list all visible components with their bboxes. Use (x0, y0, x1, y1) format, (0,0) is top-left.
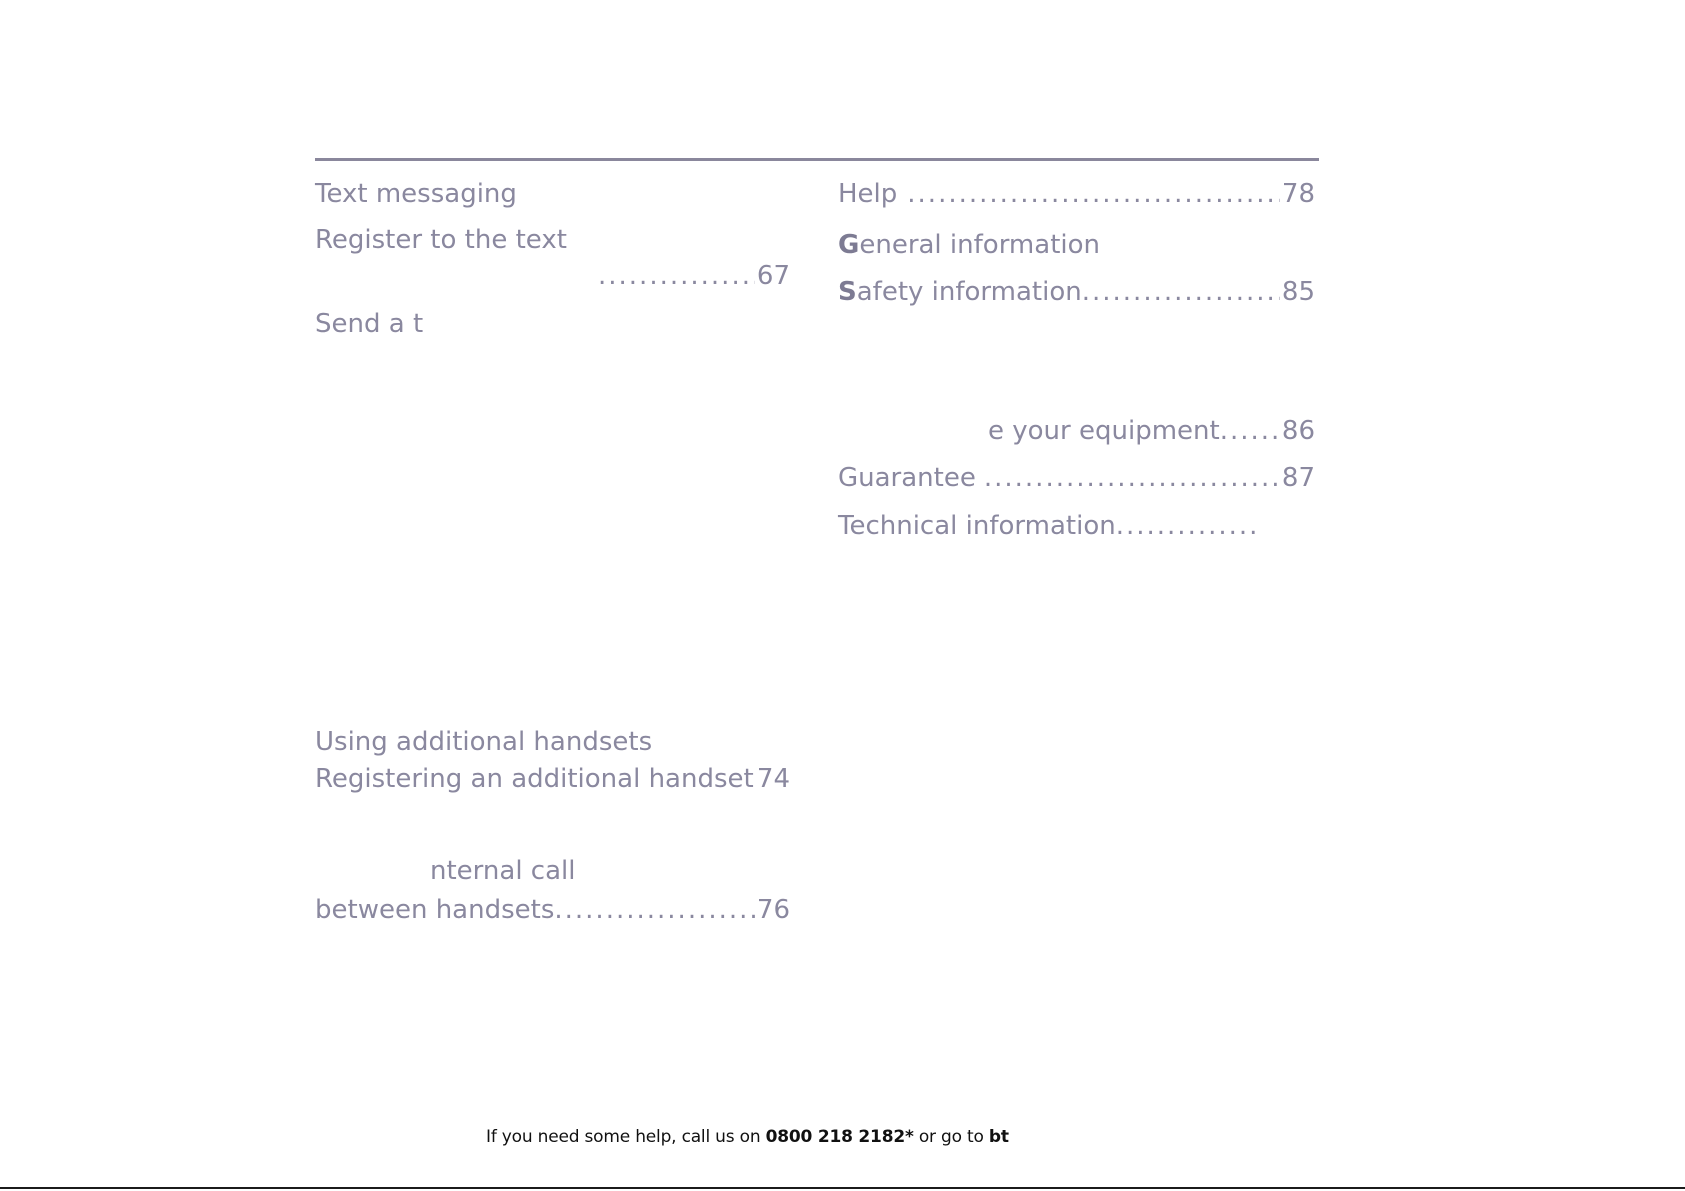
leader-dots (1220, 418, 1280, 444)
toc-section-general-information: General information (838, 230, 1100, 260)
page-number: 85 (1281, 277, 1315, 307)
page-number: 76 (756, 895, 790, 925)
toc-entry-technical-information[interactable]: Technical information.............. (838, 511, 1260, 541)
page-number: 67 (756, 261, 790, 291)
toc-entry-guarantee[interactable]: Guarantee ..... 87 (838, 465, 1315, 491)
leader-dots (554, 897, 755, 923)
bottom-edge-line (0, 1187, 1685, 1189)
page-number: 78 (1281, 179, 1315, 209)
toc-entry-register-text[interactable]: Register to the text (315, 225, 567, 255)
toc-section-text-messaging: Text messaging (315, 179, 517, 209)
help-website[interactable]: bt (988, 1127, 1009, 1147)
toc-entry-your-equipment[interactable]: e your equipment ..... 86 (988, 418, 1315, 444)
leader-dots (907, 181, 1280, 207)
page-number: 74 (756, 764, 790, 794)
toc-entry-internal-call[interactable]: nternal call (430, 856, 576, 886)
toc-section-additional-handsets: Using additional handsets (315, 727, 653, 757)
toc-entry-send-a-text[interactable]: Send a t (315, 309, 424, 339)
page-number: 86 (1281, 416, 1315, 446)
header-rule (315, 158, 1319, 161)
leader-dots (598, 263, 755, 289)
leader-dots: .............. (1115, 511, 1260, 541)
toc-entry-register-text-page-line[interactable] (598, 263, 790, 289)
toc-entry-registering-handset[interactable]: Registering an additional handset ..... 74 (315, 766, 790, 792)
toc-entry-help[interactable]: Help ..... 78 (838, 181, 1315, 207)
page-number: 87 (1281, 463, 1315, 493)
help-phone-number: 0800 218 2182* (765, 1127, 914, 1147)
toc-entry-between-handsets[interactable]: between handsets ..... 76 (315, 897, 790, 923)
leader-dots (1082, 279, 1280, 305)
leader-dots (984, 465, 1280, 491)
toc-entry-safety-information[interactable]: S afety information ..... 85 (838, 279, 1315, 305)
help-footer: If you need some help, call us on 0800 218 2182* or go to bt (486, 1127, 1009, 1147)
